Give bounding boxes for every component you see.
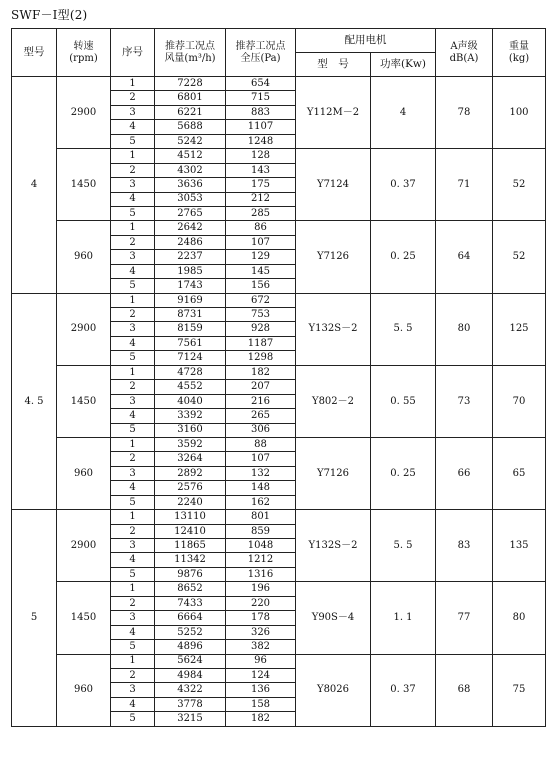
weight-cell: 80 bbox=[493, 582, 546, 654]
seq-cell: 5 bbox=[111, 423, 155, 437]
flow-cell: 8159 bbox=[155, 322, 226, 336]
flow-cell: 3778 bbox=[155, 697, 226, 711]
seq-cell: 2 bbox=[111, 380, 155, 394]
speed-cell: 2900 bbox=[57, 293, 111, 365]
flow-cell: 3160 bbox=[155, 423, 226, 437]
pressure-cell: 672 bbox=[226, 293, 296, 307]
flow-cell: 7561 bbox=[155, 336, 226, 350]
pressure-cell: 1298 bbox=[226, 351, 296, 365]
header-speed: 转速 (rpm) bbox=[57, 29, 111, 77]
flow-cell: 7228 bbox=[155, 77, 226, 91]
pressure-cell: 196 bbox=[226, 582, 296, 596]
seq-cell: 3 bbox=[111, 322, 155, 336]
flow-cell: 2765 bbox=[155, 206, 226, 220]
flow-cell: 1985 bbox=[155, 264, 226, 278]
flow-cell: 6664 bbox=[155, 611, 226, 625]
flow-cell: 1743 bbox=[155, 279, 226, 293]
speed-cell: 1450 bbox=[57, 365, 111, 437]
weight-cell: 52 bbox=[493, 149, 546, 221]
pressure-cell: 86 bbox=[226, 221, 296, 235]
pressure-cell: 212 bbox=[226, 192, 296, 206]
pressure-cell: 143 bbox=[226, 163, 296, 177]
weight-cell: 100 bbox=[493, 77, 546, 149]
motor-model-cell: Y802－2 bbox=[296, 365, 371, 437]
weight-cell: 125 bbox=[493, 293, 546, 365]
motor-model-cell: Y7126 bbox=[296, 437, 371, 509]
motor-power-cell: 0. 25 bbox=[371, 437, 436, 509]
seq-cell: 3 bbox=[111, 466, 155, 480]
pressure-cell: 883 bbox=[226, 105, 296, 119]
seq-cell: 1 bbox=[111, 149, 155, 163]
motor-model-cell: Y7126 bbox=[296, 221, 371, 293]
flow-cell: 4322 bbox=[155, 683, 226, 697]
seq-cell: 5 bbox=[111, 134, 155, 148]
flow-cell: 2240 bbox=[155, 495, 226, 509]
flow-cell: 2642 bbox=[155, 221, 226, 235]
seq-cell: 1 bbox=[111, 77, 155, 91]
flow-cell: 3636 bbox=[155, 178, 226, 192]
motor-power-cell: 5. 5 bbox=[371, 510, 436, 582]
fan-spec-table bbox=[11, 28, 546, 727]
motor-power-cell: 0. 25 bbox=[371, 221, 436, 293]
table-row bbox=[12, 293, 546, 307]
flow-cell: 5688 bbox=[155, 120, 226, 134]
seq-cell: 5 bbox=[111, 567, 155, 581]
pressure-cell: 156 bbox=[226, 279, 296, 293]
table-row bbox=[12, 510, 546, 524]
pressure-cell: 382 bbox=[226, 640, 296, 654]
weight-cell: 70 bbox=[493, 365, 546, 437]
flow-cell: 11865 bbox=[155, 539, 226, 553]
table-row bbox=[12, 582, 546, 596]
flow-cell: 4728 bbox=[155, 365, 226, 379]
noise-cell: 80 bbox=[436, 293, 493, 365]
speed-cell: 960 bbox=[57, 221, 111, 293]
seq-cell: 3 bbox=[111, 178, 155, 192]
seq-cell: 1 bbox=[111, 437, 155, 451]
seq-cell: 2 bbox=[111, 308, 155, 322]
pressure-cell: 96 bbox=[226, 654, 296, 668]
motor-power-cell: 0. 55 bbox=[371, 365, 436, 437]
motor-power-cell: 0. 37 bbox=[371, 149, 436, 221]
pressure-cell: 220 bbox=[226, 596, 296, 610]
seq-cell: 1 bbox=[111, 510, 155, 524]
seq-cell: 2 bbox=[111, 524, 155, 538]
seq-cell: 3 bbox=[111, 611, 155, 625]
flow-cell: 3264 bbox=[155, 452, 226, 466]
pressure-cell: 132 bbox=[226, 466, 296, 480]
pressure-cell: 124 bbox=[226, 668, 296, 682]
weight-cell: 65 bbox=[493, 437, 546, 509]
motor-power-cell: 5. 5 bbox=[371, 293, 436, 365]
flow-cell: 5252 bbox=[155, 625, 226, 639]
seq-cell: 5 bbox=[111, 712, 155, 726]
flow-cell: 8731 bbox=[155, 308, 226, 322]
flow-cell: 2892 bbox=[155, 466, 226, 480]
table-row bbox=[12, 77, 546, 91]
pressure-cell: 285 bbox=[226, 206, 296, 220]
pressure-cell: 178 bbox=[226, 611, 296, 625]
pressure-cell: 654 bbox=[226, 77, 296, 91]
flow-cell: 9169 bbox=[155, 293, 226, 307]
pressure-cell: 207 bbox=[226, 380, 296, 394]
motor-model-cell: Y132S－2 bbox=[296, 293, 371, 365]
seq-cell: 2 bbox=[111, 452, 155, 466]
pressure-cell: 928 bbox=[226, 322, 296, 336]
weight-cell: 135 bbox=[493, 510, 546, 582]
table-row bbox=[12, 221, 546, 235]
seq-cell: 4 bbox=[111, 336, 155, 350]
seq-cell: 2 bbox=[111, 596, 155, 610]
flow-cell: 5242 bbox=[155, 134, 226, 148]
noise-cell: 71 bbox=[436, 149, 493, 221]
flow-cell: 13110 bbox=[155, 510, 226, 524]
model-cell: 4 bbox=[12, 77, 57, 294]
seq-cell: 5 bbox=[111, 206, 155, 220]
noise-cell: 78 bbox=[436, 77, 493, 149]
pressure-cell: 148 bbox=[226, 481, 296, 495]
seq-cell: 5 bbox=[111, 640, 155, 654]
header-model: 型号 bbox=[12, 29, 57, 77]
flow-cell: 12410 bbox=[155, 524, 226, 538]
pressure-cell: 859 bbox=[226, 524, 296, 538]
motor-model-cell: Y132S－2 bbox=[296, 510, 371, 582]
seq-cell: 4 bbox=[111, 264, 155, 278]
seq-cell: 4 bbox=[111, 553, 155, 567]
header-weight: 重量 (kg) bbox=[493, 29, 546, 77]
motor-power-cell: 0. 37 bbox=[371, 654, 436, 726]
flow-cell: 3592 bbox=[155, 437, 226, 451]
motor-model-cell: Y90S－4 bbox=[296, 582, 371, 654]
noise-cell: 68 bbox=[436, 654, 493, 726]
speed-cell: 1450 bbox=[57, 149, 111, 221]
flow-cell: 4302 bbox=[155, 163, 226, 177]
pressure-cell: 801 bbox=[226, 510, 296, 524]
seq-cell: 1 bbox=[111, 654, 155, 668]
pressure-cell: 1048 bbox=[226, 539, 296, 553]
seq-cell: 5 bbox=[111, 495, 155, 509]
noise-cell: 66 bbox=[436, 437, 493, 509]
noise-cell: 64 bbox=[436, 221, 493, 293]
pressure-cell: 1212 bbox=[226, 553, 296, 567]
seq-cell: 4 bbox=[111, 192, 155, 206]
flow-cell: 4512 bbox=[155, 149, 226, 163]
weight-cell: 52 bbox=[493, 221, 546, 293]
pressure-cell: 158 bbox=[226, 697, 296, 711]
flow-cell: 2486 bbox=[155, 235, 226, 249]
flow-cell: 3392 bbox=[155, 409, 226, 423]
pressure-cell: 1107 bbox=[226, 120, 296, 134]
seq-cell: 1 bbox=[111, 221, 155, 235]
table-caption: SWF－Ⅰ型(2) bbox=[11, 8, 88, 22]
motor-model-cell: Y7124 bbox=[296, 149, 371, 221]
pressure-cell: 182 bbox=[226, 712, 296, 726]
pressure-cell: 265 bbox=[226, 409, 296, 423]
seq-cell: 1 bbox=[111, 293, 155, 307]
noise-cell: 83 bbox=[436, 510, 493, 582]
model-cell: 5 bbox=[12, 510, 57, 727]
seq-cell: 4 bbox=[111, 697, 155, 711]
table-row bbox=[12, 149, 546, 163]
seq-cell: 2 bbox=[111, 163, 155, 177]
header-pressure: 推荐工况点 全压(Pa) bbox=[226, 29, 296, 77]
pressure-cell: 175 bbox=[226, 178, 296, 192]
flow-cell: 5624 bbox=[155, 654, 226, 668]
flow-cell: 2576 bbox=[155, 481, 226, 495]
seq-cell: 2 bbox=[111, 91, 155, 105]
seq-cell: 3 bbox=[111, 250, 155, 264]
speed-cell: 2900 bbox=[57, 510, 111, 582]
pressure-cell: 715 bbox=[226, 91, 296, 105]
seq-cell: 4 bbox=[111, 625, 155, 639]
header-seq: 序号 bbox=[111, 29, 155, 77]
pressure-cell: 182 bbox=[226, 365, 296, 379]
flow-cell: 3215 bbox=[155, 712, 226, 726]
pressure-cell: 1248 bbox=[226, 134, 296, 148]
pressure-cell: 1187 bbox=[226, 336, 296, 350]
pressure-cell: 129 bbox=[226, 250, 296, 264]
noise-cell: 73 bbox=[436, 365, 493, 437]
pressure-cell: 145 bbox=[226, 264, 296, 278]
seq-cell: 5 bbox=[111, 279, 155, 293]
flow-cell: 6221 bbox=[155, 105, 226, 119]
seq-cell: 4 bbox=[111, 481, 155, 495]
table-body bbox=[12, 77, 546, 727]
flow-cell: 4552 bbox=[155, 380, 226, 394]
flow-cell: 4896 bbox=[155, 640, 226, 654]
header-motor: 配用电机 bbox=[296, 29, 436, 53]
seq-cell: 2 bbox=[111, 668, 155, 682]
header-noise: A声级 dB(A) bbox=[436, 29, 493, 77]
seq-cell: 3 bbox=[111, 394, 155, 408]
noise-cell: 77 bbox=[436, 582, 493, 654]
seq-cell: 4 bbox=[111, 120, 155, 134]
seq-cell: 5 bbox=[111, 351, 155, 365]
seq-cell: 3 bbox=[111, 683, 155, 697]
seq-cell: 1 bbox=[111, 582, 155, 596]
seq-cell: 3 bbox=[111, 539, 155, 553]
seq-cell: 4 bbox=[111, 409, 155, 423]
motor-power-cell: 4 bbox=[371, 77, 436, 149]
pressure-cell: 1316 bbox=[226, 567, 296, 581]
flow-cell: 9876 bbox=[155, 567, 226, 581]
pressure-cell: 306 bbox=[226, 423, 296, 437]
flow-cell: 6801 bbox=[155, 91, 226, 105]
speed-cell: 960 bbox=[57, 437, 111, 509]
pressure-cell: 162 bbox=[226, 495, 296, 509]
motor-model-cell: Y8026 bbox=[296, 654, 371, 726]
speed-cell: 1450 bbox=[57, 582, 111, 654]
flow-cell: 4040 bbox=[155, 394, 226, 408]
flow-cell: 8652 bbox=[155, 582, 226, 596]
table-row bbox=[12, 654, 546, 668]
flow-cell: 7124 bbox=[155, 351, 226, 365]
flow-cell: 2237 bbox=[155, 250, 226, 264]
flow-cell: 7433 bbox=[155, 596, 226, 610]
seq-cell: 3 bbox=[111, 105, 155, 119]
seq-cell: 1 bbox=[111, 365, 155, 379]
flow-cell: 4984 bbox=[155, 668, 226, 682]
pressure-cell: 326 bbox=[226, 625, 296, 639]
pressure-cell: 107 bbox=[226, 235, 296, 249]
pressure-cell: 128 bbox=[226, 149, 296, 163]
motor-model-cell: Y112M－2 bbox=[296, 77, 371, 149]
header-motor-model: 型 号 bbox=[296, 53, 371, 77]
pressure-cell: 88 bbox=[226, 437, 296, 451]
header-motor-power: 功率(Kw) bbox=[371, 53, 436, 77]
header-flow: 推荐工况点 风量(m³/h) bbox=[155, 29, 226, 77]
pressure-cell: 753 bbox=[226, 308, 296, 322]
pressure-cell: 136 bbox=[226, 683, 296, 697]
weight-cell: 75 bbox=[493, 654, 546, 726]
model-cell: 4. 5 bbox=[12, 293, 57, 510]
table-row bbox=[12, 437, 546, 451]
speed-cell: 960 bbox=[57, 654, 111, 726]
speed-cell: 2900 bbox=[57, 77, 111, 149]
seq-cell: 2 bbox=[111, 235, 155, 249]
table-row bbox=[12, 365, 546, 379]
flow-cell: 3053 bbox=[155, 192, 226, 206]
flow-cell: 11342 bbox=[155, 553, 226, 567]
pressure-cell: 216 bbox=[226, 394, 296, 408]
motor-power-cell: 1. 1 bbox=[371, 582, 436, 654]
pressure-cell: 107 bbox=[226, 452, 296, 466]
